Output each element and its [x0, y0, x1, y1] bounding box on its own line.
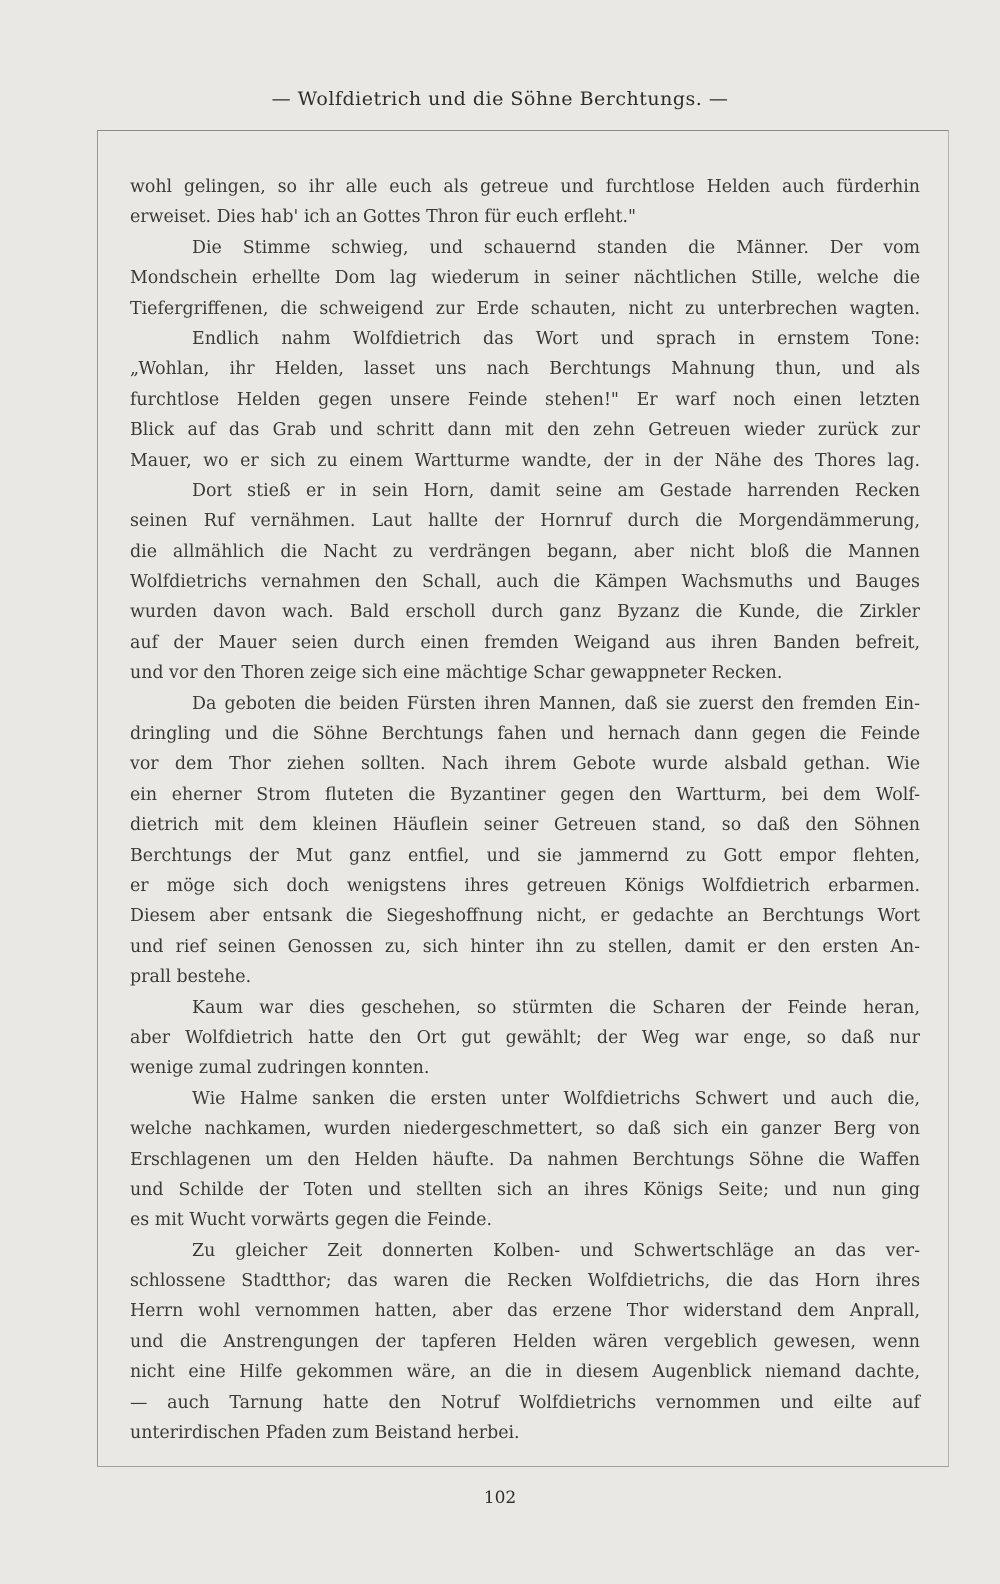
page-number: 102 [483, 1488, 517, 1508]
text-line: Mondschein erhellte Dom lag wiederum in seiner nächtlichen Stille, welche die [130, 268, 920, 289]
text-line: Tiefergriffenen, die schweigend zur Erde schauten, nicht zu unterbrechen wagten. [130, 298, 920, 319]
text-line: vor dem Thor ziehen sollten. Nach ihrem Gebote wurde alsbald gethan. Wie [130, 754, 920, 775]
text-line: aber Wolfdietrich hatte den Ort gut gewählt; der Weg war enge, so daß nur [130, 1027, 920, 1048]
text-line: furchtlose Helden gegen unsere Feinde stehen!" Er warf noch einen letzten [130, 389, 920, 410]
text-line: Da geboten die beiden Fürsten ihren Mannen, daß sie zuerst den fremden Ein- [192, 693, 920, 714]
text-line: wohl gelingen, so ihr alle euch als getreue und furchtlose Helden auch fürderhin [130, 177, 920, 197]
text-line: auf der Mauer seien durch einen fremden Weigand aus ihren Banden befreit, [130, 632, 920, 653]
text-line: er möge sich doch wenigstens ihres getreuen Königs Wolfdietrich erbarmen. [130, 875, 920, 896]
text-line: erweiset. Dies hab' ich an Gottes Thron für euch erfleht." [130, 207, 637, 228]
text-line: Zu gleicher Zeit donnerten Kolben- und Schwertschläge an das ver- [192, 1240, 920, 1261]
text-line: — auch Tarnung hatte den Notruf Wolfdietrichs vernommen und eilte auf [130, 1392, 920, 1413]
text-line: Kaum war dies geschehen, so stürmten die Scharen der Feinde heran, [192, 997, 920, 1018]
text-line: Wolfdietrichs vernahmen den Schall, auch die Kämpen Wachsmuths und Bauges [130, 572, 920, 593]
text-line: Die Stimme schwieg, und schauernd standen die Männer. Der vom [192, 237, 920, 258]
text-line: Wie Halme sanken die ersten unter Wolfdietrichs Schwert und auch die, [192, 1088, 920, 1109]
text-line: ein eherner Strom fluteten die Byzantiner gegen den Wartturm, bei dem Wolf- [130, 784, 920, 805]
text-line: prall bestehe. [130, 967, 252, 988]
text-line: „Wohlan, ihr Helden, lasset uns nach Berchtungs Mahnung thun, und als [130, 359, 920, 380]
text-line: Herrn wohl vernommen hatten, aber das erzene Thor widerstand dem Anprall, [130, 1301, 920, 1322]
text-line: Blick auf das Grab und schritt dann mit den zehn Getreuen wieder zurück zur [130, 420, 920, 441]
body-text [130, 172, 920, 1448]
text-line: Diesem aber entsank die Siegeshoffnung nicht, er gedachte an Berchtungs Wort [130, 906, 920, 927]
text-line: dietrich mit dem kleinen Häuflein seiner Getreuen stand, so daß den Söhnen [130, 815, 920, 836]
text-line: Mauer, wo er sich zu einem Wartturme wandte, der in der Nähe des Thores lag. [130, 450, 920, 471]
text-line: wurden davon wach. Bald erscholl durch ganz Byzanz die Kunde, die Zirkler [130, 602, 920, 623]
text-line: und die Anstrengungen der tapferen Helden wären vergeblich gewesen, wenn [130, 1331, 920, 1352]
text-line: Dort stieß er in sein Horn, damit seine am Gestade harrenden Recken [192, 480, 920, 501]
text-line: und vor den Thoren zeige sich eine mächtige Schar gewappneter Recken. [130, 663, 783, 684]
text-line: die allmählich die Nacht zu verdrängen begann, aber nicht bloß die Mannen [130, 541, 920, 562]
running-header: — Wolfdietrich und die Söhne Berchtungs. — [271, 88, 729, 110]
text-line: und rief seinen Genossen zu, sich hinter ihn zu stellen, damit er den ersten An- [130, 936, 920, 957]
text-line: seinen Ruf vernähmen. Laut hallte der Hornruf durch die Morgendämmerung, [130, 511, 920, 532]
text-line: welche nachkamen, wurden niedergeschmettert, so daß sich ein ganzer Berg von [130, 1119, 920, 1140]
text-line: unterirdischen Pfaden zum Beistand herbei. [130, 1423, 520, 1444]
text-line: Erschlagenen um den Helden häufte. Da nahmen Berchtungs Söhne die Waffen [130, 1149, 920, 1170]
text-line: schlossene Stadtthor; das waren die Recken Wolfdietrichs, die das Horn ihres [130, 1271, 920, 1292]
text-line: es mit Wucht vorwärts gegen die Feinde. [130, 1210, 492, 1231]
text-line: dringling und die Söhne Berchtungs fahen und hernach dann gegen die Feinde [130, 724, 920, 745]
text-line: und Schilde der Toten und stellten sich an ihres Königs Seite; und nun ging [130, 1179, 920, 1200]
text-line: wenige zumal zudringen konnten. [130, 1058, 430, 1079]
text-line: Berchtungs der Mut ganz entfiel, und sie jammernd zu Gott empor flehten, [130, 845, 920, 866]
text-line: nicht eine Hilfe gekommen wäre, an die in diesem Augenblick niemand dachte, [130, 1362, 920, 1383]
text-line: Endlich nahm Wolfdietrich das Wort und sprach in ernstem Tone: [192, 328, 920, 349]
